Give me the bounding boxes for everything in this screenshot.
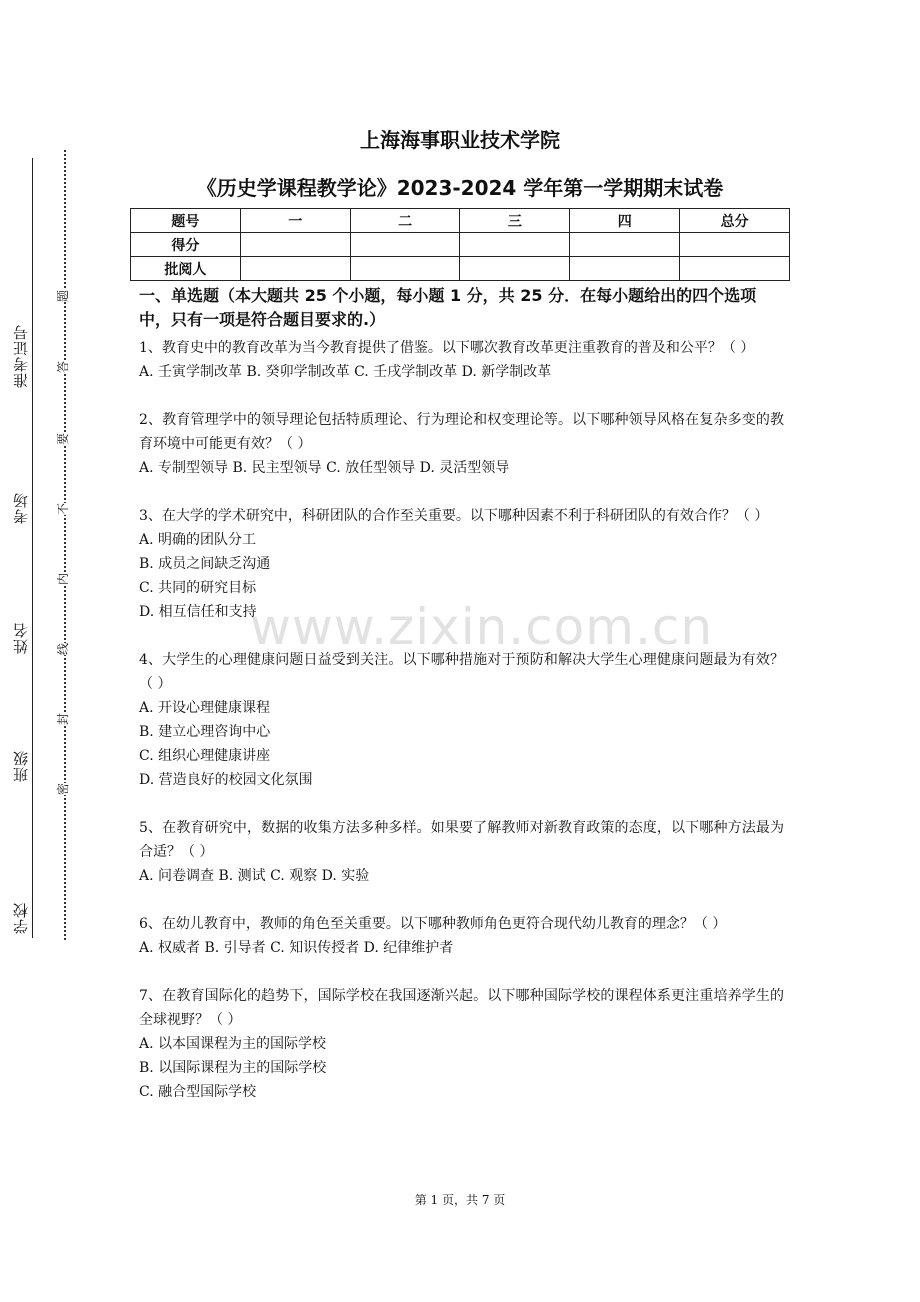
grader-cell[interactable] xyxy=(680,257,790,281)
page-footer: 第 1 页，共 7 页 xyxy=(414,1193,506,1207)
grader-cell[interactable] xyxy=(460,257,570,281)
score-table-header-cell: 二 xyxy=(350,209,460,233)
question-stem: 3、在大学的学术研究中，科研团队的合作至关重要。以下哪种因素不利于科研团队的有效合作？（ ） xyxy=(139,508,769,524)
grader-row xyxy=(131,257,790,281)
question-stem: 6、在幼儿教育中，教师的角色至关重要。以下哪种教师角色更符合现代幼儿教育的理念？（ ） xyxy=(139,916,727,932)
seal-char: 要 xyxy=(56,432,71,446)
fill-line xyxy=(32,158,33,938)
score-cell[interactable] xyxy=(680,233,790,257)
seal-char: 题 xyxy=(56,289,71,303)
score-table-header-cell: 总分 xyxy=(680,209,790,233)
seal-dotted-line xyxy=(64,150,66,940)
name-label: 姓名 xyxy=(12,622,30,654)
question-option: D. 营造良好的校园文化氛围 xyxy=(139,772,313,788)
score-table-header-cell: 四 xyxy=(570,209,680,233)
question-stem: 4、大学生的心理健康问题日益受到关注。以下哪种措施对于预防和解决大学生心理健康问题最为有效？（ ） xyxy=(139,652,784,692)
question-item xyxy=(139,336,784,384)
question-option: B. 建立心理咨询中心 xyxy=(139,724,271,740)
grader-cell[interactable] xyxy=(240,257,350,281)
seal-char: 线 xyxy=(56,642,71,656)
class-label: 班级 xyxy=(12,750,30,782)
question-option: C. 共同的研究目标 xyxy=(139,580,257,596)
question-stem: 5、在教育研究中，数据的收集方法多种多样。如果要了解教师对新教育政策的态度，以下哪种方法最为合适？（ ） xyxy=(139,820,784,860)
watermark: www.zixin.com.cn xyxy=(250,598,714,656)
question-option: A. 壬寅学制改革 B. 癸卯学制改革 C. 壬戌学制改革 D. 新学制改革 xyxy=(139,364,552,380)
section-title: 一、单选题（本大题共 25 个小题，每小题 1 分，共 25 分．在每小题给出的四个选项中，只有一项是符合题目要求的.） xyxy=(139,286,757,329)
seal-char: 封 xyxy=(56,712,71,726)
school-label: 学校 xyxy=(12,902,30,934)
seal-char: 不 xyxy=(56,502,71,516)
score-table-header-cell: 三 xyxy=(460,209,570,233)
question-item xyxy=(139,912,784,960)
grader-cell[interactable] xyxy=(570,257,680,281)
question-stem: 2、教育管理学中的领导理论包括特质理论、行为理论和权变理论等。以下哪种领导风格在复杂多变的教育环境中可能更有效？（ ） xyxy=(139,412,784,452)
question-option: D. 相互信任和支持 xyxy=(139,604,257,620)
exam-title: 《历史学课程教学论》2023-2024 学年第一学期期末试卷 xyxy=(196,176,724,200)
question-option: A. 权威者 B. 引导者 C. 知识传授者 D. 纪律维护者 xyxy=(139,940,454,956)
exam-room-label: 考场 xyxy=(12,492,30,524)
score-table-header-row xyxy=(131,209,790,233)
question-item xyxy=(139,984,784,1104)
question-option: A. 以本国课程为主的国际学校 xyxy=(139,1036,327,1052)
question-item xyxy=(139,408,784,480)
question-option: B. 以国际课程为主的国际学校 xyxy=(139,1060,327,1076)
question-option: C. 组织心理健康讲座 xyxy=(139,748,271,764)
score-table-header-cell: 一 xyxy=(240,209,350,233)
question-option: A. 明确的团队分工 xyxy=(139,532,257,548)
school-title: 上海海事职业技术学院 xyxy=(360,128,560,152)
admission-number-label: 准考证号 xyxy=(12,324,30,388)
grader-cell[interactable] xyxy=(350,257,460,281)
score-row xyxy=(131,233,790,257)
seal-char: 答 xyxy=(56,360,71,374)
score-table xyxy=(130,208,790,281)
question-option: B. 成员之间缺乏沟通 xyxy=(139,556,271,572)
score-cell[interactable] xyxy=(350,233,460,257)
score-cell[interactable] xyxy=(570,233,680,257)
grader-row-label: 批阅人 xyxy=(131,257,241,281)
score-table-header-cell: 题号 xyxy=(131,209,241,233)
question-option: A. 开设心理健康课程 xyxy=(139,700,271,716)
score-cell[interactable] xyxy=(460,233,570,257)
seal-char: 内 xyxy=(56,572,71,586)
question-stem: 1、教育史中的教育改革为当今教育提供了借鉴。以下哪次教育改革更注重教育的普及和公平？（ ） xyxy=(139,340,755,356)
score-row-label: 得分 xyxy=(131,233,241,257)
question-item xyxy=(139,648,784,792)
question-item xyxy=(139,504,784,624)
exam-content xyxy=(139,284,784,1128)
score-cell[interactable] xyxy=(240,233,350,257)
question-stem: 7、在教育国际化的趋势下，国际学校在我国逐渐兴起。以下哪种国际学校的课程体系更注重培养学生的全球视野？（ ） xyxy=(139,988,784,1028)
question-item xyxy=(139,816,784,888)
question-option: A. 问卷调查 B. 测试 C. 观察 D. 实验 xyxy=(139,868,370,884)
seal-char: 密 xyxy=(56,782,71,796)
binding-margin xyxy=(0,140,80,960)
question-option: A. 专制型领导 B. 民主型领导 C. 放任型领导 D. 灵活型领导 xyxy=(139,460,510,476)
question-option: C. 融合型国际学校 xyxy=(139,1084,257,1100)
